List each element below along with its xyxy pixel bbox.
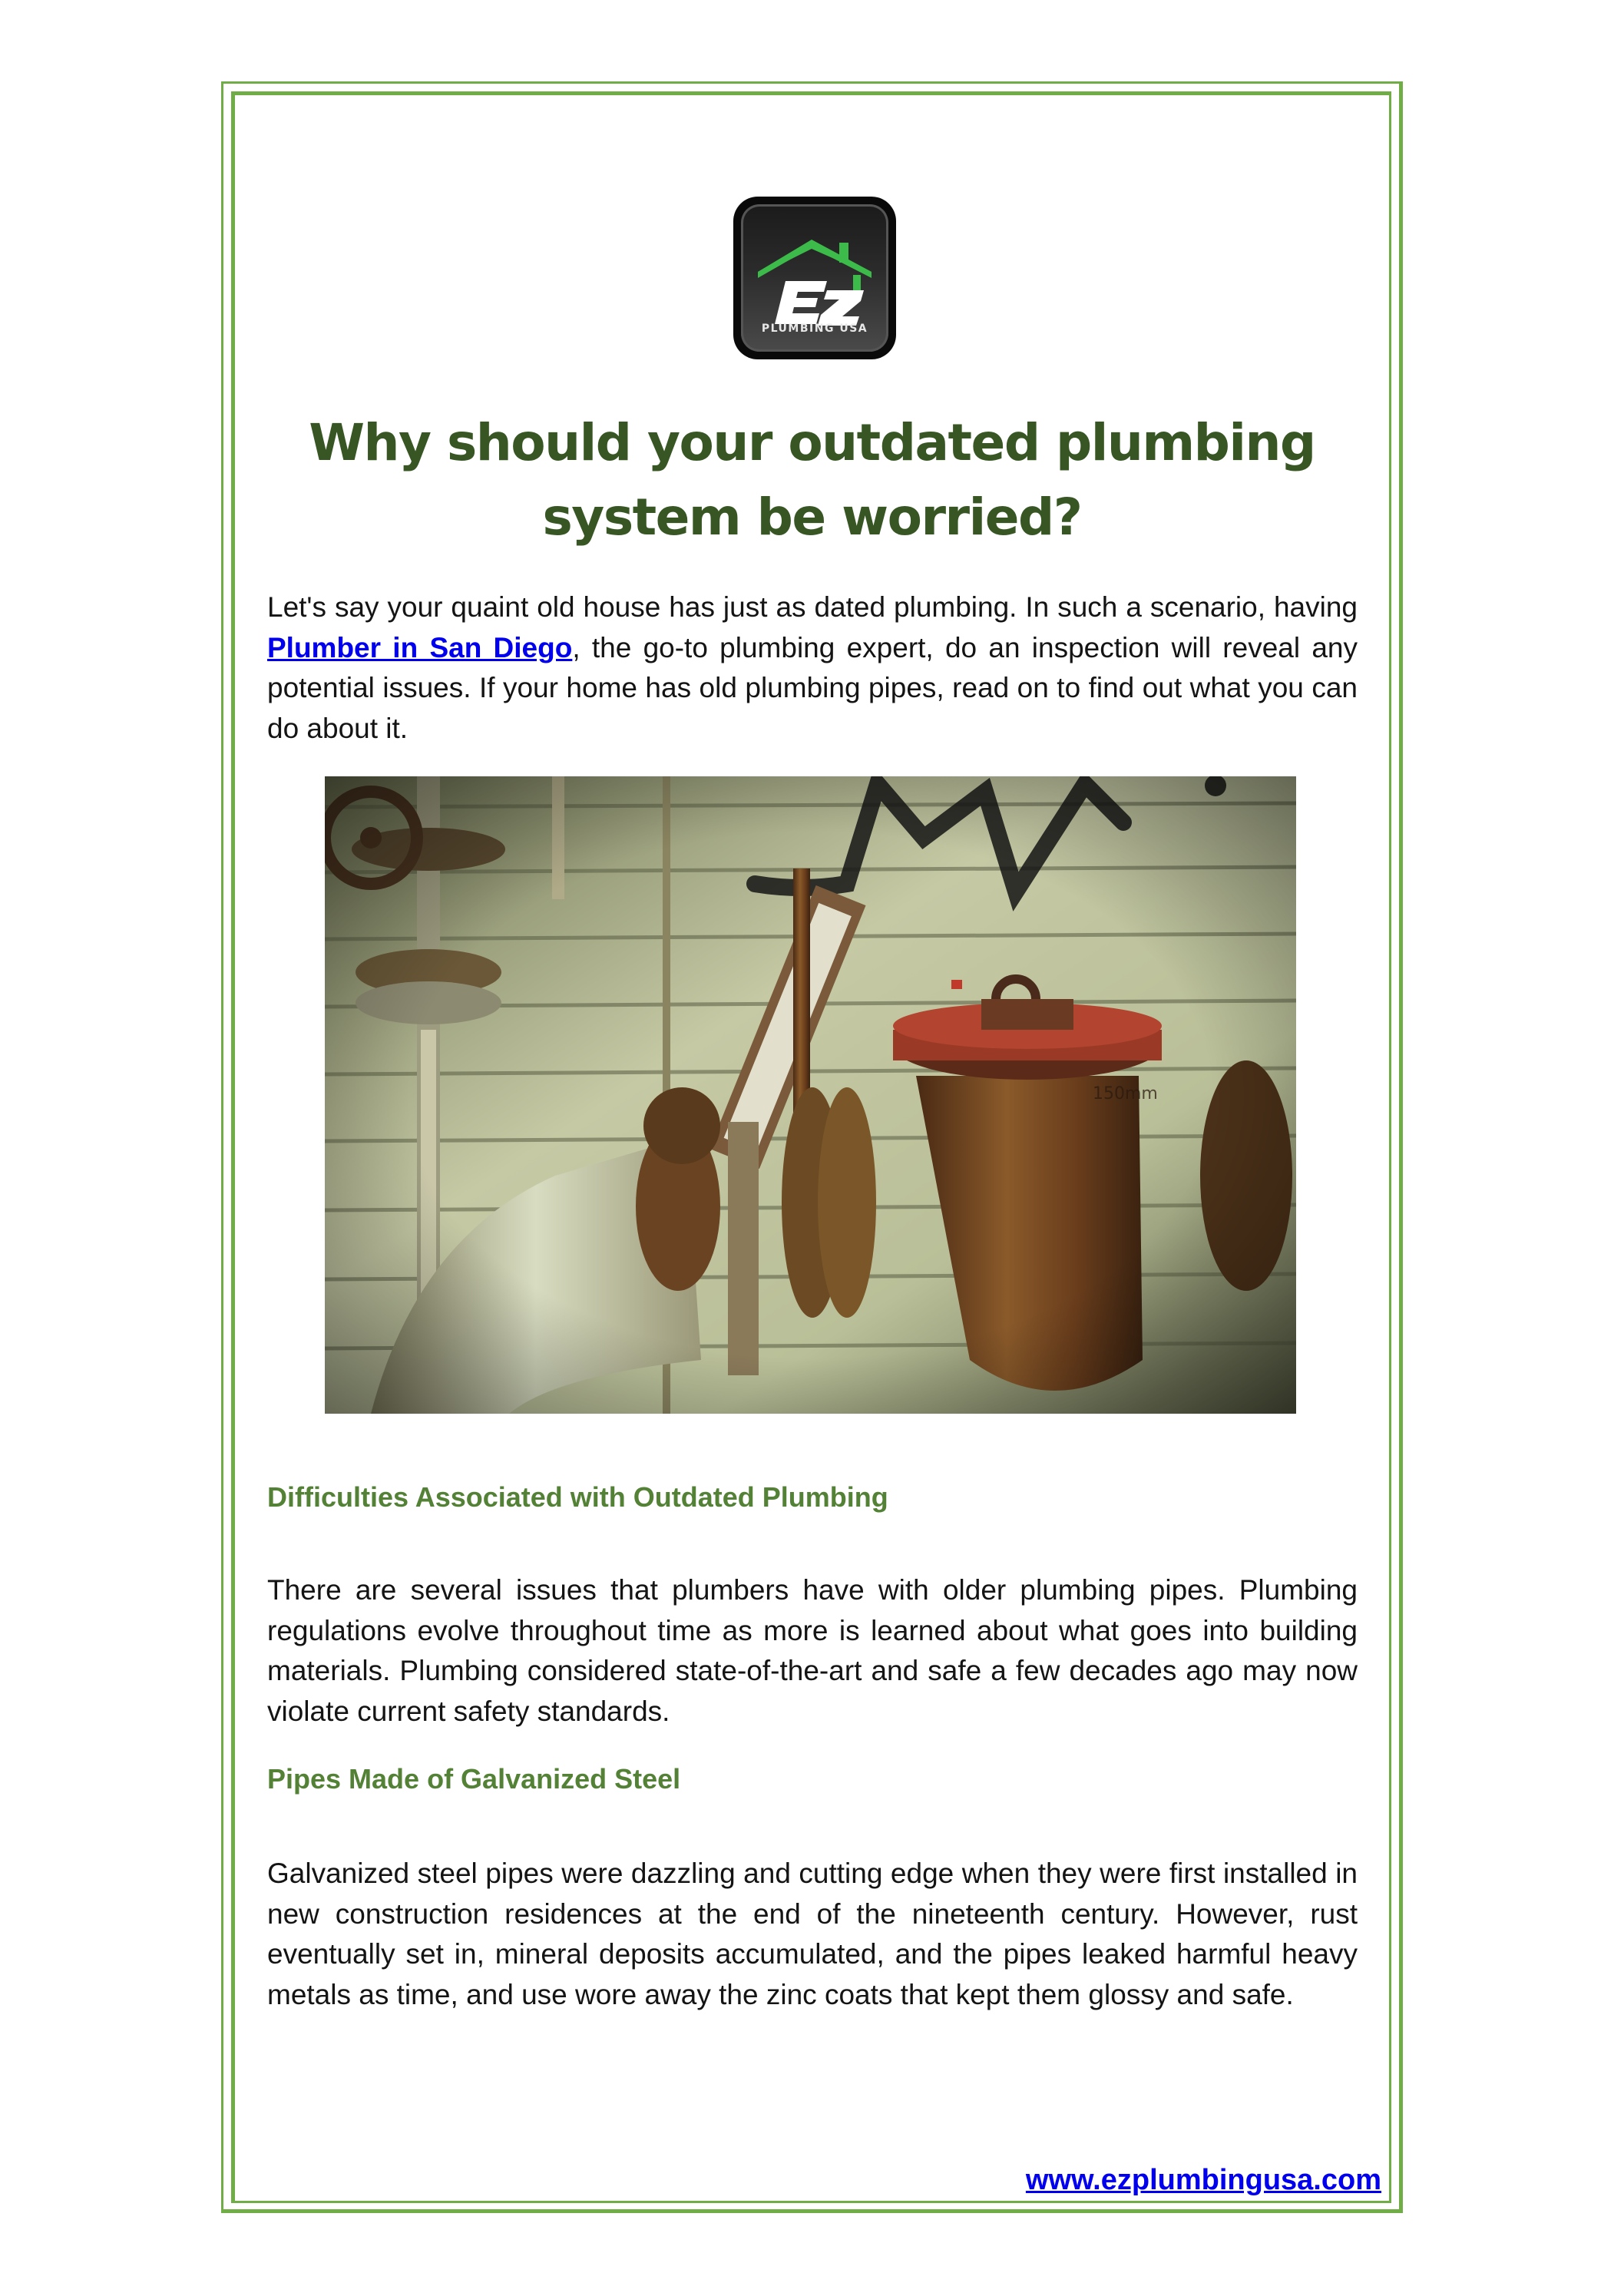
section-heading-galvanized: Pipes Made of Galvanized Steel	[267, 1763, 681, 1795]
intro-text-after: , the go-to plumbing expert, do an inspection will reveal any potential issues. If your home has old plumbing pipes, read on to find out what you can do about it.	[267, 631, 1358, 744]
website-link[interactable]: www.ezplumbingusa.com	[1025, 2164, 1381, 2196]
intro-text-before: Let's say your quaint old house has just as dated plumbing. In such a scenario, having	[267, 591, 1358, 623]
section-body-difficulties: There are several issues that plumbers have with older plumbing pipes. Plumbing regulations evolve throughout time as more is learned about what goes into building materials. Plumbing considered state-of-the-art and safe a few decades ago may now violate current safety standards.	[267, 1574, 1358, 1727]
intro-paragraph	[267, 587, 1358, 749]
rusty-pipes-image	[325, 776, 1296, 1414]
page-title: Why should your outdated plumbing system be worried?	[309, 413, 1315, 547]
old-pipes-photo	[325, 776, 1296, 1414]
section-heading-difficulties: Difficulties Associated with Outdated Plumbing	[267, 1481, 888, 1513]
section-body-galvanized: Galvanized steel pipes were dazzling and cutting edge when they were first installed in new construction residences at the end of the nineteenth century. However, rust eventually set in, mineral deposits accumulated, and the pipes leaked harmful heavy metals as time, and use wore away the zinc coats that kept them glossy and safe.	[267, 1858, 1358, 2010]
plumber-san-diego-link[interactable]: Plumber in San Diego	[267, 631, 573, 663]
logo-tagline: PLUMBING USA	[761, 323, 868, 335]
ez-plumbing-logo	[733, 197, 896, 359]
